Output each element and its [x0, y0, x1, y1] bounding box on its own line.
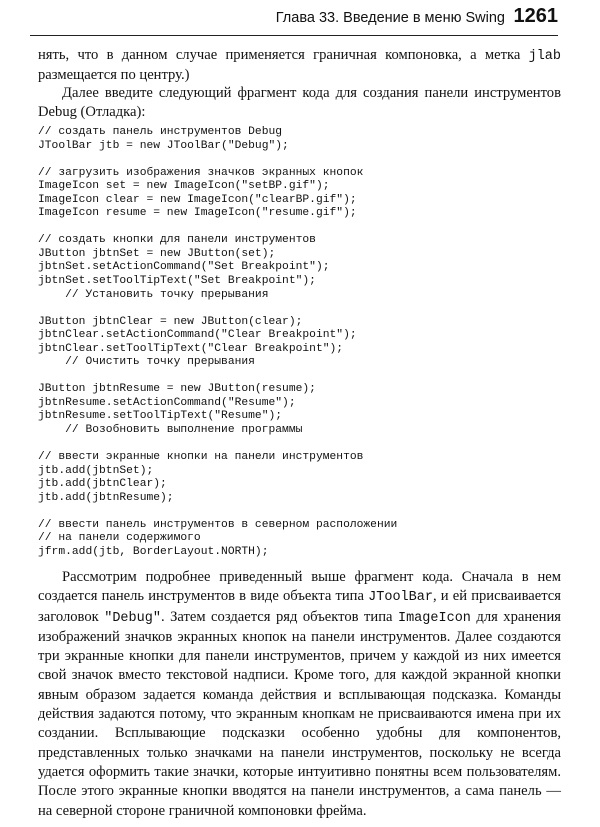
code-line: [38, 505, 561, 519]
chapter-title: Глава 33. Введение в меню Swing: [275, 10, 505, 26]
code-line: jtb.add(jbtnSet);: [38, 464, 154, 477]
code-line: jbtnClear.setActionCommand("Clear Breakpoint");: [38, 329, 357, 342]
body-text-4: для хранения изображений значков экранных кнопок на панели инструментов. Далее создаются три экранные кнопки для панели инструментов, причем у каждой из них имеется свой значок вместо текстовой надписи. Кроме того, для каждой экранной кнопки явным образом задается команда действия и всплывающая подсказка. Команды действия задаются потому, что экранным кнопкам не присваиваются имена при их создании. Всплывающие подсказки особенно удобны для компонентов, представленных только значками на панели инструментов, поскольку не всегда удается оформить такие значки, которые интуитивно понятны всем пользователям. После этого экранные кнопки вводятся на панели инструментов, а сама панель — на северной стороне граничной компоновки фрейма.: [38, 608, 561, 819]
code-line: // ввести панель инструментов в северном расположении: [38, 518, 398, 531]
body-text-3: . Затем создается ряд объектов типа: [160, 608, 398, 625]
inline-code-jtoolbar: JToolBar: [368, 590, 433, 606]
code-line: ImageIcon resume = new ImageIcon("resume.gif");: [38, 207, 357, 220]
running-header: [0, 0, 600, 34]
code-line: [38, 438, 561, 452]
code-line: ImageIcon set = new ImageIcon("setBP.gif");: [38, 180, 330, 193]
code-line: jtb.add(jbtnResume);: [38, 491, 174, 504]
inline-code-jlab: jlab: [528, 49, 561, 64]
code-line: jbtnResume.setToolTipText("Resume");: [38, 410, 283, 423]
body-text-1: Рассмотрим подробнее приведенный выше фрагмент кода. Сначала в нем создается панель инструментов в виде объекта типа: [38, 569, 561, 605]
code-line: // на панели содержимого: [38, 532, 201, 545]
intro-paragraph: [38, 46, 561, 85]
code-line: jbtnSet.setToolTipText("Set Breakpoint");: [38, 275, 316, 288]
body-text-2: , и ей присваивается заголовок: [38, 588, 561, 625]
code-line: // Возобновить выполнение программы: [38, 424, 303, 437]
code-line: jbtnResume.setActionCommand("Resume");: [38, 396, 296, 409]
intro-text-1: нять, что в данном случае применяется граничная компоновка, а метка: [38, 47, 529, 63]
code-line: [38, 370, 561, 384]
code-line: [38, 302, 561, 316]
inline-code-debug: "Debug": [104, 610, 161, 626]
code-line: JButton jbtnResume = new JButton(resume);: [38, 383, 316, 396]
code-line: jfrm.add(jtb, BorderLayout.NORTH);: [38, 545, 269, 558]
code-line: // Установить точку прерывания: [38, 288, 269, 301]
code-line: JButton jbtnClear = new JButton(clear);: [38, 315, 303, 328]
code-line: [38, 153, 561, 167]
inline-code-imageicon: ImageIcon: [397, 610, 471, 626]
code-line: [38, 221, 561, 235]
code-line: JButton jbtnSet = new JButton(set);: [38, 247, 276, 260]
intro-text-2: размещается по центру.): [38, 67, 190, 83]
code-line: ImageIcon clear = new ImageIcon("clearBP.gif");: [38, 193, 357, 206]
code-line: jtb.add(jbtnClear);: [38, 478, 167, 491]
code-line: // создать кнопки для панели инструментов: [38, 234, 316, 247]
code-line: // создать панель инструментов Debug: [38, 126, 283, 138]
code-line: // Очистить точку прерывания: [38, 356, 255, 369]
code-line: JToolBar jtb = new JToolBar("Debug");: [38, 139, 289, 152]
page-number: 1261: [513, 5, 558, 27]
code-listing: [38, 126, 561, 560]
lead-text: Далее введите следующий фрагмент кода для создания панели инструментов Debug (Отладка):: [38, 85, 561, 120]
code-line: // ввести экранные кнопки на панели инструментов: [38, 451, 364, 464]
code-line: jbtnClear.setToolTipText("Clear Breakpoint");: [38, 342, 344, 355]
lead-paragraph: [38, 84, 561, 122]
header-rule: [30, 35, 558, 36]
explanation-paragraph: [38, 568, 561, 821]
code-line: // загрузить изображения значков экранных кнопок: [38, 166, 364, 179]
code-line: jbtnSet.setActionCommand("Set Breakpoint");: [38, 261, 330, 274]
